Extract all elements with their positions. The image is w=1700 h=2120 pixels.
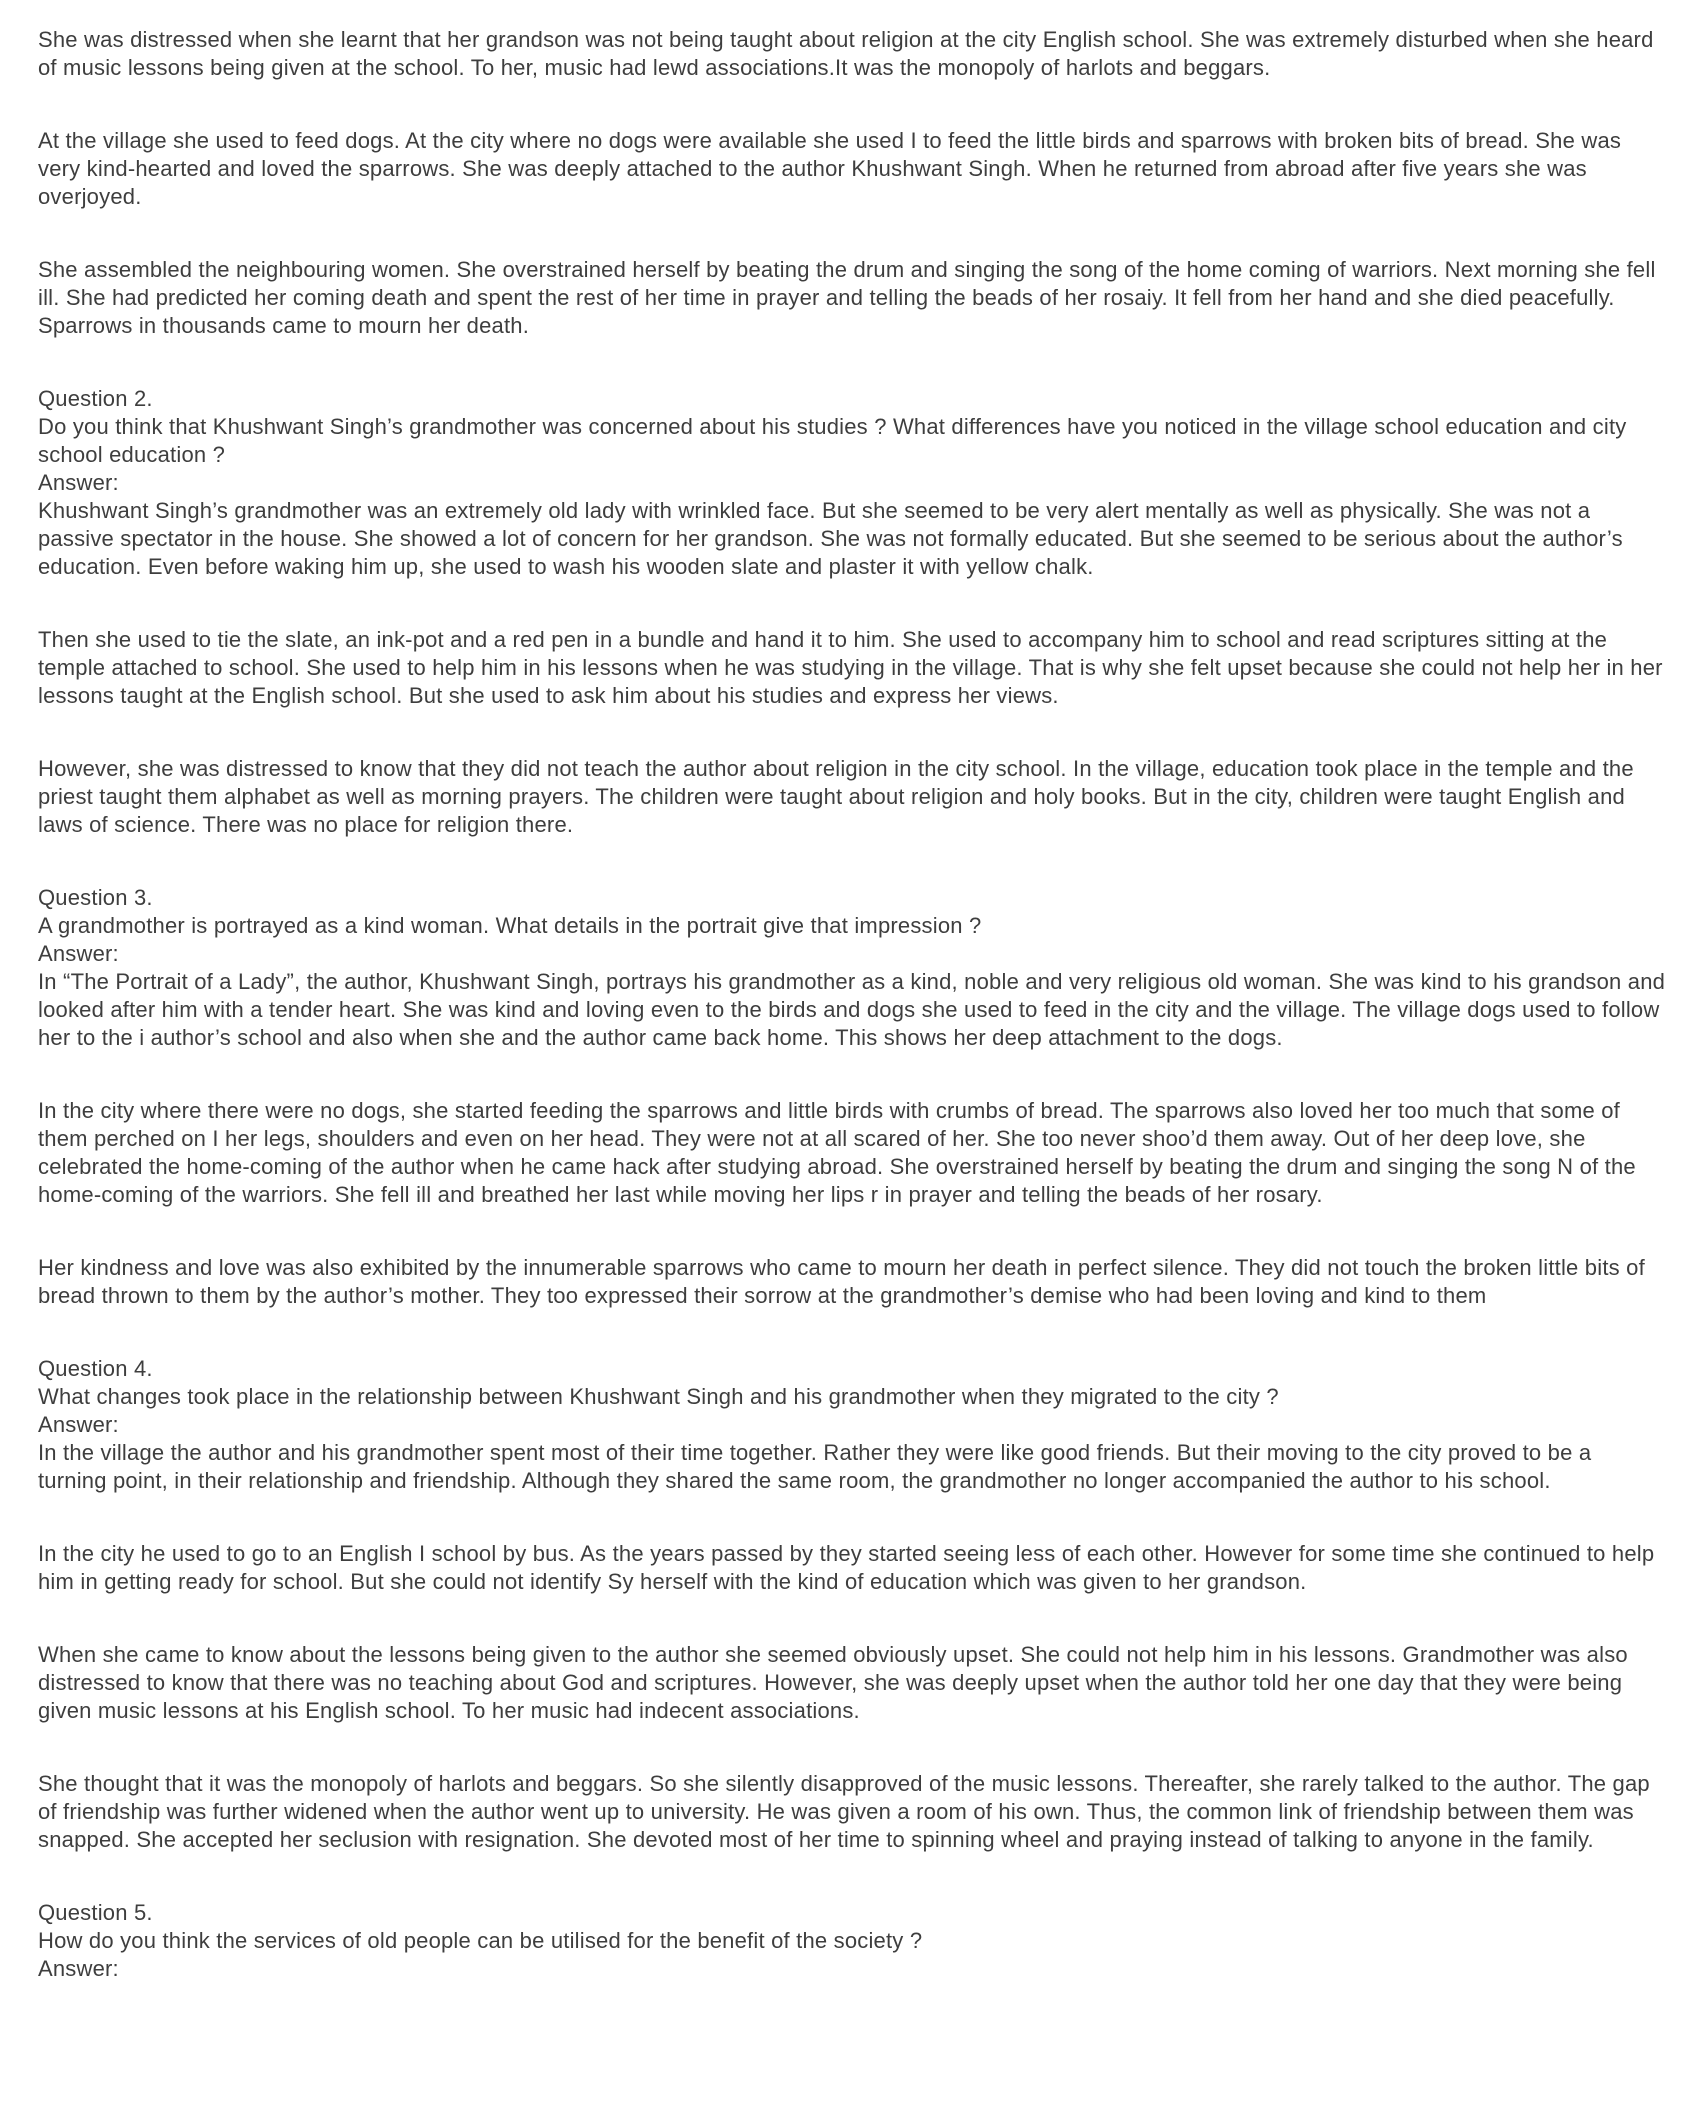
paragraph: She was distressed when she learnt that her grandson was not being taught about religion at the city English school. She was extremely disturbed when she heard of music lessons being given at the school. To her, music had lewd associations.It was the monopoly of harlots and beggars.: [38, 27, 1654, 80]
answer-label: Answer:: [38, 941, 119, 966]
paragraph: She thought that it was the monopoly of harlots and beggars. So she silently disapproved of the music lessons. Thereafter, she rarely talked to the author. The gap of friendship was further widened when the author went up to university. He was given a room of his own. Thus, the common link of friendship between them was snapped. She accepted her seclusion with resignation. She devoted most of her time to spinning wheel and praying instead of talking to anyone in the family.: [38, 1771, 1650, 1852]
question-label: Question 5.: [38, 1900, 153, 1925]
question-label: Question 4.: [38, 1356, 153, 1381]
paragraph: At the village she used to feed dogs. At the city where no dogs were available she used I to feed the little birds and sparrows with broken bits of bread. She was very kind-hearted and loved the sparrows. She was deeply attached to the author Khushwant Singh. When he returned from abroad after five years she was overjoyed.: [38, 128, 1622, 209]
question-label: Question 2.: [38, 386, 153, 411]
question-text: Do you think that Khushwant Singh’s grandmother was concerned about his studies ? What differences have you noticed in the village school education and city school education ?: [38, 414, 1627, 467]
answer-text: In the village the author and his grandmother spent most of their time together. Rather they were like good friends. But their moving to the city proved to be a turning point, in their relationship and friendship. Although they shared the same room, the grandmother no longer accompanied the author to his school.: [38, 1440, 1592, 1493]
answer-text: Khushwant Singh’s grandmother was an extremely old lady with wrinkled face. But she seemed to be very alert mentally as well as physically. She was not a passive spectator in the house. She showed a lot of concern for her grandson. She was not formally educated. But she seemed to be serious about the author’s education. Even before waking him up, she used to wash his wooden slate and plaster it with yellow chalk.: [38, 498, 1623, 579]
answer-label: Answer:: [38, 470, 119, 495]
answer-label: Answer:: [38, 1956, 119, 1981]
paragraph: She assembled the neighbouring women. She overstrained herself by beating the drum and singing the song of the home coming of warriors. Next morning she fell ill. She had predicted her coming death and spent the rest of her time in prayer and telling the beads of her rosaiy. It fell from her hand and she died peacefully. Sparrows in thousands came to mourn her death.: [38, 257, 1656, 338]
paragraph: When she came to know about the lessons being given to the author she seemed obviously upset. She could not help him in his lessons. Grandmother was also distressed to know that there was no teaching about God and scriptures. However, she was deeply upset when the author told her one day that they were being given music lessons at his English school. To her music had indecent associations.: [38, 1642, 1628, 1723]
question-label: Question 3.: [38, 885, 153, 910]
paragraph: Then she used to tie the slate, an ink-pot and a red pen in a bundle and hand it to him. She used to accompany him to school and read scriptures sitting at the temple attached to school. She used to help him in his lessons when he was studying in the village. That is why she felt upset because she could not help her in her lessons taught at the English school. But she used to ask him about his studies and express her views.: [38, 627, 1663, 708]
answer-label: Answer:: [38, 1412, 119, 1437]
question-text: How do you think the services of old people can be utilised for the benefit of the society ?: [38, 1928, 923, 1953]
qa-block: [38, 1899, 1666, 1983]
answer-text: In “The Portrait of a Lady”, the author, Khushwant Singh, portrays his grandmother as a kind, noble and very religious old woman. She was kind to his grandson and looked after him with a tender heart. She was kind and loving even to the birds and dogs she used to feed in the city and the village. The village dogs used to follow her to the i author’s school and also when she and the author came back home. This shows her deep attachment to the dogs.: [38, 969, 1666, 1050]
qa-block: [38, 884, 1666, 1052]
qa-block: [38, 1355, 1666, 1495]
qa-block: [38, 385, 1666, 581]
paragraph: In the city where there were no dogs, she started feeding the sparrows and little birds with crumbs of bread. The sparrows also loved her too much that some of them perched on I her legs, shoulders and even on her head. They were not at all scared of her. She too never shoo’d them away. Out of her deep love, she celebrated the home-coming of the author when he came hack after studying abroad. She overstrained herself by beating the drum and singing the song N of the home-coming of the warriors. She fell ill and breathed her last while moving her lips r in prayer and telling the beads of her rosary.: [38, 1098, 1636, 1207]
question-text: What changes took place in the relationship between Khushwant Singh and his grandmother when they migrated to the city ?: [38, 1384, 1279, 1409]
paragraph: Her kindness and love was also exhibited by the innumerable sparrows who came to mourn her death in perfect silence. They did not touch the broken little bits of bread thrown to them by the author’s mother. They too expressed their sorrow at the grandmother’s demise who had been loving and kind to them: [38, 1255, 1645, 1308]
paragraph: In the city he used to go to an English I school by bus. As the years passed by they started seeing less of each other. However for some time she continued to help him in getting ready for school. But she could not identify Sy herself with the kind of education which was given to her grandson.: [38, 1541, 1655, 1594]
paragraph: However, she was distressed to know that they did not teach the author about religion in the city school. In the village, education took place in the temple and the priest taught them alphabet as well as morning prayers. The children were taught about religion and holy books. But in the city, children were taught English and laws of science. There was no place for religion there.: [38, 756, 1634, 837]
question-text: A grandmother is portrayed as a kind woman. What details in the portrait give that impression ?: [38, 913, 982, 938]
